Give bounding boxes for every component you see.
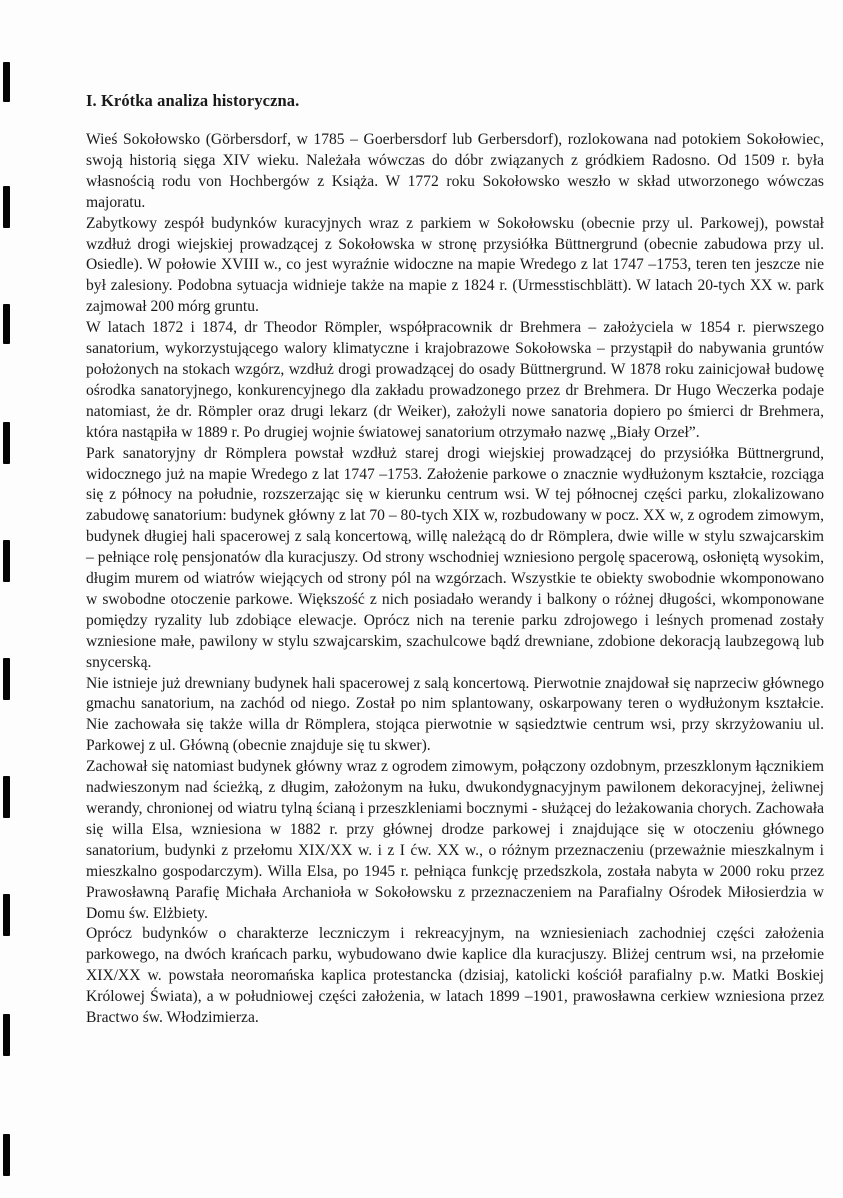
scan-margin-mark [3,894,10,936]
scan-margin-mark [3,422,10,464]
scan-margin-mark [3,1014,10,1056]
scan-margin-mark [3,1134,10,1176]
paragraph-spa-complex: Zabytkowy zespół budynków kuracyjnych wraz z parkiem w Sokołowsku (obecnie przy ul. Parkowej), powstał wzdłuż drogi wiejskiej prowadzącej z Sokołowska w stronę przysiółka Büttnergrund (obecnie zabudowa przy ul. Osiedle). W połowie XVIII w., co jest wyraźnie widoczne na mapie Wredego z lat 1747 –1753, teren ten jeszcze nie był zalesiony. Podobna sytuacja widnieje także na mapie z 1824 r. (Urmesstischblätt). W latach 20-tych XX w. park zajmował 200 mórg gruntu. [86,214,824,316]
scan-margin-mark [3,304,10,344]
document-body [86,130,824,1029]
paragraph-rompler: W latach 1872 i 1874, dr Theodor Römpler, współpracownik dr Brehmera – założyciela w 1854 r. pierwszego sanatorium, wykorzystującego walory klimatyczne i krajobrazowe Sokołowska – przystąpił do nabywania gruntów położonych na stokach wzgórz, wzdłuż drogi prowadzącej do osady Büttnergrund. W 1878 roku zainicjował budowę ośrodka sanatoryjnego, konkurencyjnego dla zakładu prowadzonego przez dr Brehmera. Dr Hugo Weczerka podaje natomiast, że dr. Römpler oraz drugi lekarz (dr Weiker), założyli nowe sanatoria dopiero po śmierci dr Brehmera, która nastąpiła w 1889 r. Po drugiej wojnie światowej sanatorium otrzymało nazwę „Biały Orzeł”. [86,319,824,441]
scan-margin-mark [3,658,10,700]
section-heading: I. Krótka analiza historyczna. [86,91,300,110]
paragraph-lost-buildings: Nie istnieje już drewniany budynek hali spacerowej z salą koncertową. Pierwotnie znajdował się naprzeciw głównego gmachu sanatorium, na zachód od niego. Został po nim splantowany, oskarpowany teren o wydłużonym kształcie. Nie zachowała się także willa dr Römplera, stojąca pierwotnie w sąsiedztwie centrum wsi, przy skrzyżowaniu ul. Parkowej z ul. Główną (obecnie znajduje się tu skwer). [86,674,824,755]
paragraph-preserved-buildings: Zachował się natomiast budynek główny wraz z ogrodem zimowym, połączony ozdobnym, przeszklonym łącznikiem nadwieszonym nad ścieżką, z długim, założonym na łuku, dwukondygnacyjnym pawilonem dekoracyjnej, żeliwnej werandy, chronionej od wiatru tylną ścianą i przeszkleniami bocznymi - służącej do leżakowania chorych. Zachowała się willa Elsa, wzniesiona w 1882 r. przy głównej drodze parkowej i znajdujące się w otoczeniu głównego sanatorium, budynki z przełomu XIX/XX w. i z I ćw. XX w., o różnym przeznaczeniu (przeważnie mieszkalnym i mieszkalno gospodarczym). Willa Elsa, po 1945 r. pełniąca funkcję przedszkola, została nabyta w 2000 roku przez Prawosławną Parafię Michała Archanioła w Sokołowsku z przeznaczeniem na Parafialny Ośrodek Miłosierdzia w Domu św. Elżbiety. [86,758,824,922]
paragraph-village-history: Wieś Sokołowsko (Görbersdorf, w 1785 – Goerbersdorf lub Gerbersdorf), rozlokowana nad potokiem Sokołowiec, swoją historią sięga XIV wieku. Należała wówczas do dóbr związanych z gródkiem Radosno. Od 1509 r. była własnością rodu von Hochbergów z Książa. W 1772 roku Sokołowsko weszło w skład utworzonego wówczas majoratu. [86,131,824,211]
scan-margin-mark [3,776,10,818]
scan-margin-mark [3,186,10,228]
scan-margin-mark [3,62,10,102]
paragraph-park-layout: Park sanatoryjny dr Römplera powstał wzdłuż starej drogi wiejskiej prowadzącej do przysiółka Büttnergrund, widocznego już na mapie Wredego z lat 1747 –1753. Założenie parkowe o znacznie wydłużonym kształcie, rozciąga się z północy na południe, rozszerzając się w kierunku centrum wsi. W tej północnej części parku, zlokalizowano zabudowę sanatorium: budynek główny z lat 70 – 80-tych XIX w, rozbudowany w pocz. XX w, z ogrodem zimowym, budynek długiej hali spacerowej z salą koncertową, willę należącą do dr Römplera, dwie wille w stylu szwajcarskim – pełniące rolę pensjonatów dla kuracjuszy. Od strony wschodniej wzniesiono pergolę spacerową, osłoniętą wysokim, długim murem od wiatrów wiejących od strony pól na wzgórzach. Wszystkie te obiekty swobodnie wkomponowano w swobodne otoczenie parkowe. Większość z nich posiadało werandy i balkony o różnej długości, wkomponowane pomiędzy ryzality lub zdobiące elewacje. Oprócz nich na terenie parku zdrojowego i leśnych promenad zostały wzniesione małe, pawilony w stylu szwajcarskim, szachulcowe bądź drewniane, zdobione dekoracją laubzegową lub snycerską. [86,444,824,671]
scan-margin-mark [3,540,10,582]
paragraph-chapels: Oprócz budynków o charakterze leczniczym i rekreacyjnym, na wzniesieniach zachodniej części założenia parkowego, na dwóch krańcach parku, wybudowano dwie kaplice dla kuracjuszy. Bliżej centrum wsi, na przełomie XIX/XX w. powstała neoromańska kaplica protestancka (dzisiaj, katolicki kościół parafialny p.w. Matki Boskiej Królowej Świata), a w południowej części założenia, w latach 1899 –1901, prawosławna cerkiew wzniesiona przez Bractwo św. Włodzimierza. [86,925,824,1027]
